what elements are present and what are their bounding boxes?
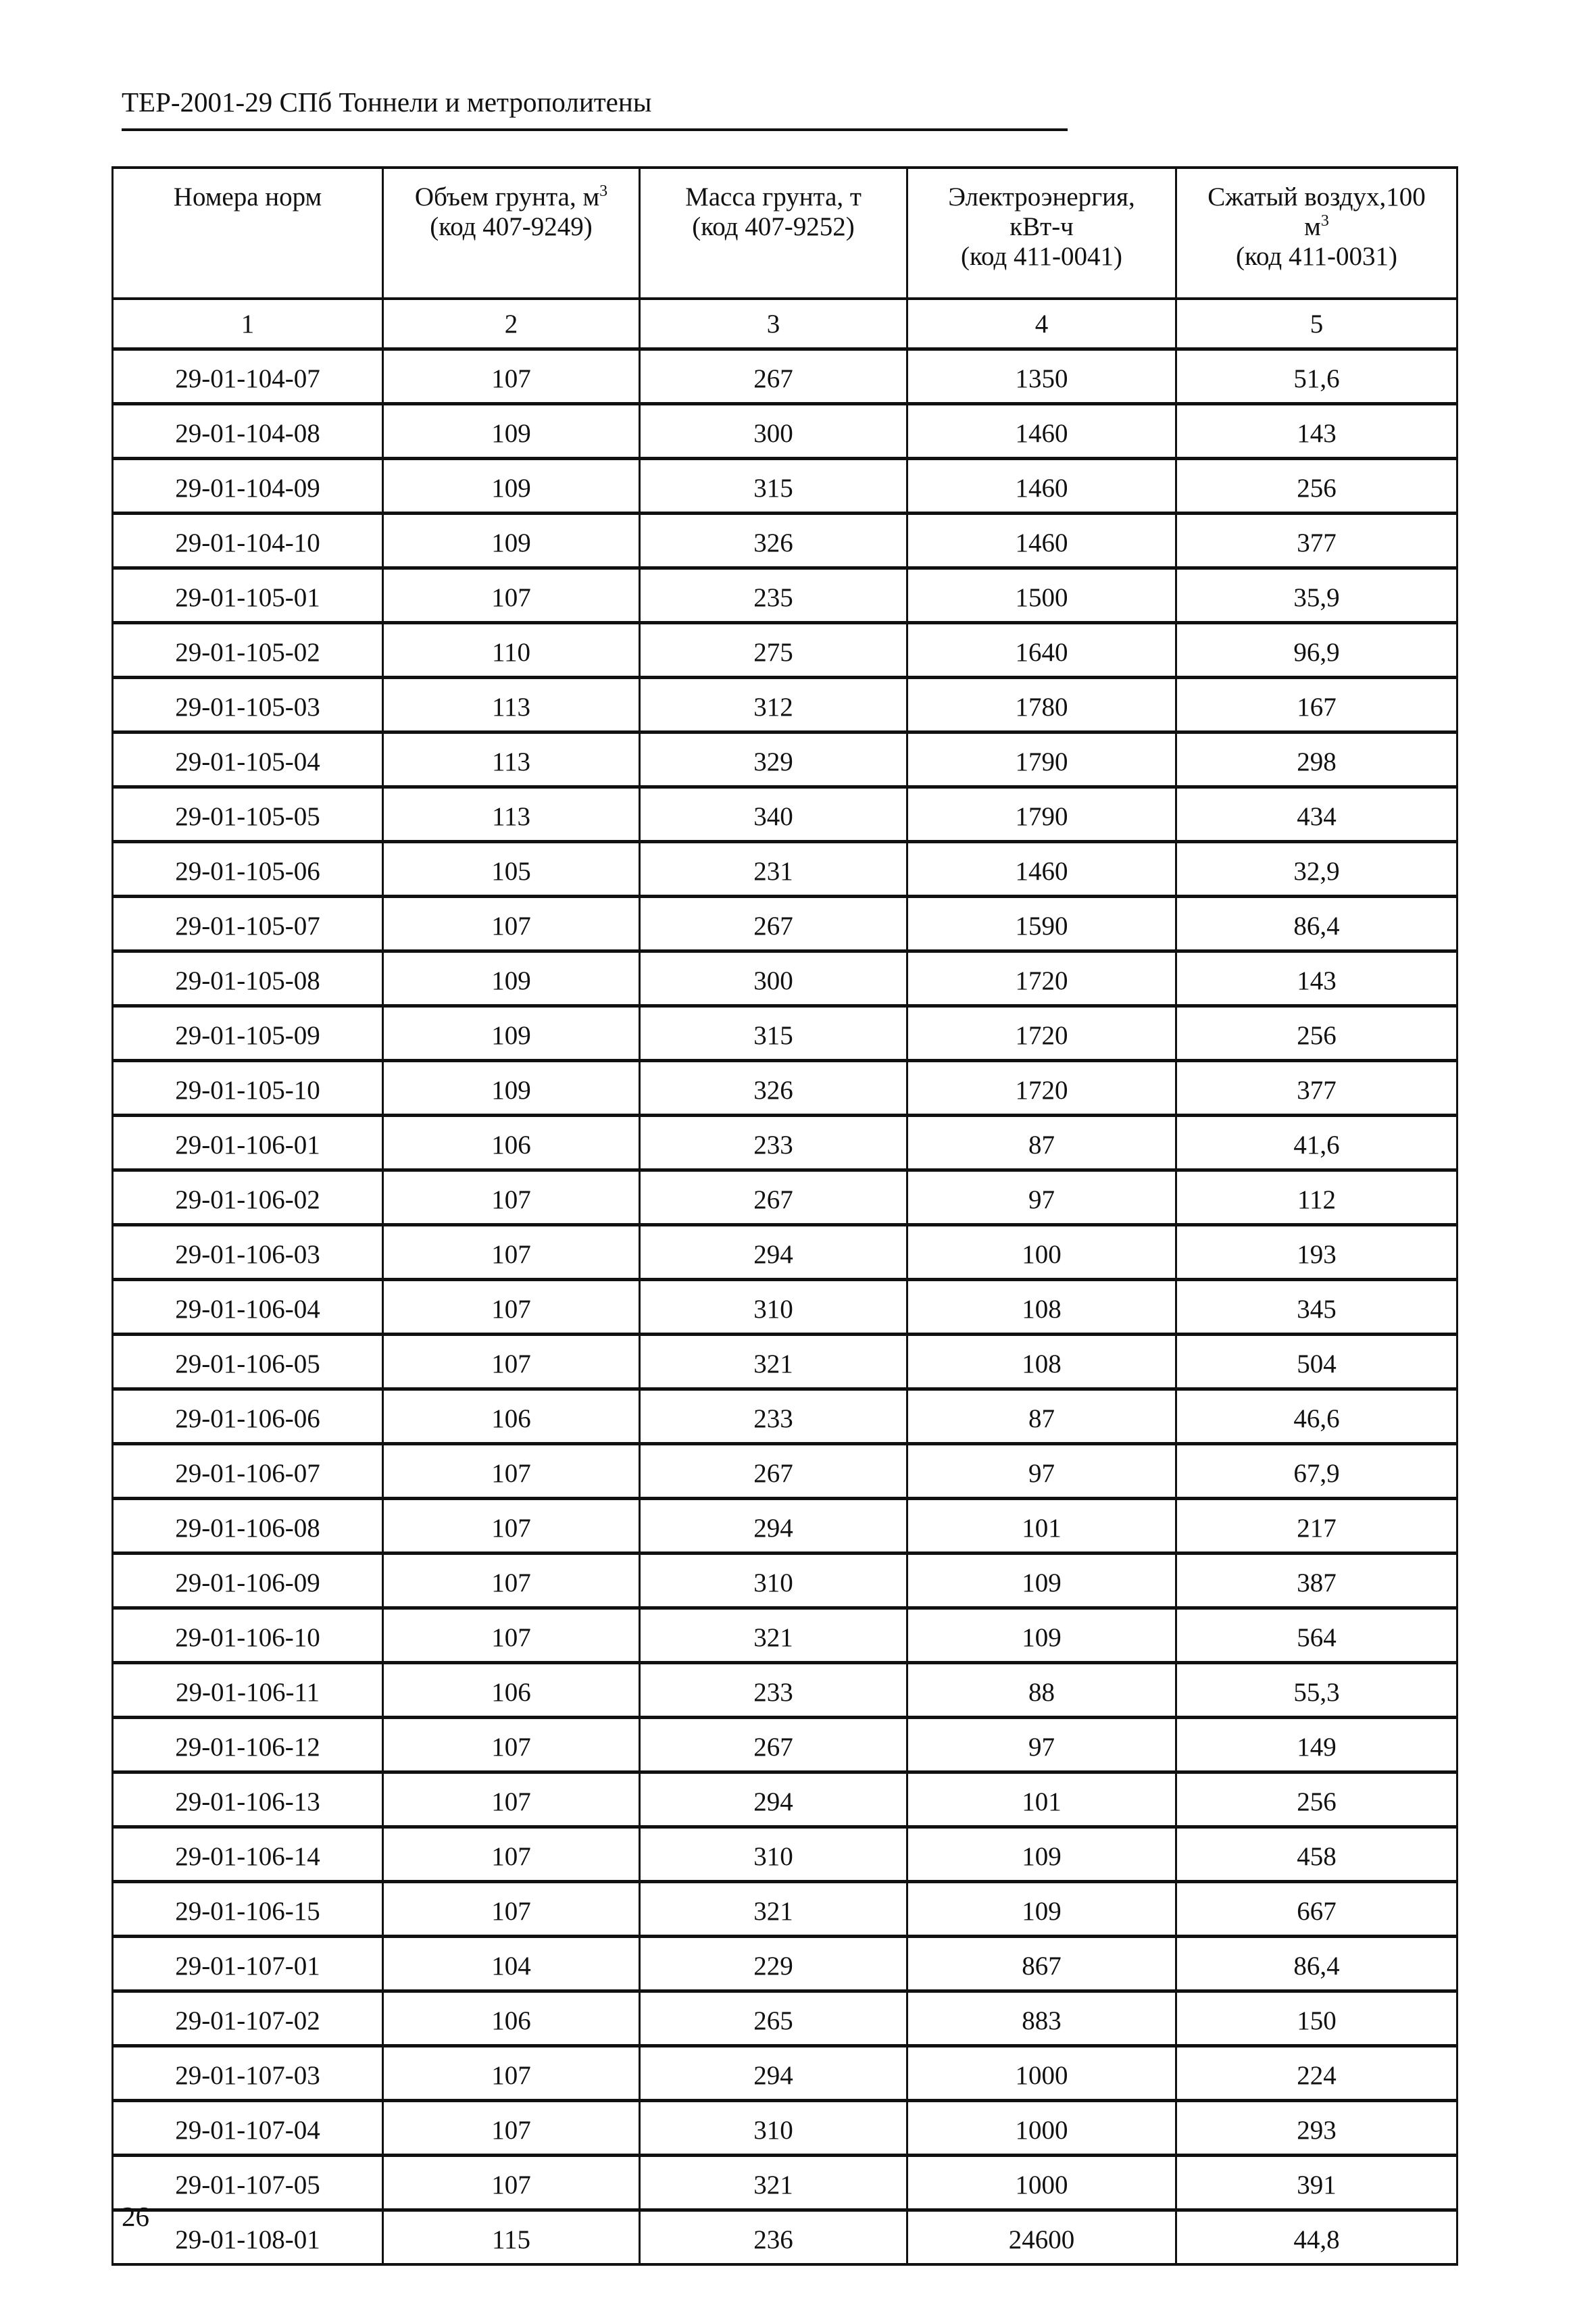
soil-volume-cell: 107 <box>383 1225 640 1280</box>
electricity-cell: 1780 <box>907 678 1176 733</box>
electricity-cell: 1000 <box>907 2156 1176 2210</box>
compressed-air-cell: 67,9 <box>1176 1444 1457 1499</box>
soil-mass-cell: 300 <box>640 404 907 459</box>
electricity-cell: 100 <box>907 1225 1176 1280</box>
norm-number-cell: 29-01-106-03 <box>113 1225 383 1280</box>
electricity-cell: 109 <box>907 1554 1176 1608</box>
compressed-air-cell: 112 <box>1176 1170 1457 1225</box>
compressed-air-cell: 32,9 <box>1176 842 1457 897</box>
soil-volume-cell: 107 <box>383 1718 640 1772</box>
norm-number-cell: 29-01-107-01 <box>113 1937 383 1991</box>
soil-mass-cell: 294 <box>640 1772 907 1827</box>
column-number: 3 <box>640 299 907 349</box>
soil-mass-cell: 267 <box>640 349 907 404</box>
norm-number-cell: 29-01-105-04 <box>113 733 383 787</box>
electricity-cell: 1000 <box>907 2101 1176 2156</box>
norm-number-cell: 29-01-106-04 <box>113 1280 383 1335</box>
norm-number-cell: 29-01-105-09 <box>113 1006 383 1061</box>
table-row <box>113 1608 1457 1663</box>
soil-volume-cell: 106 <box>383 1116 640 1170</box>
norm-number-cell: 29-01-106-01 <box>113 1116 383 1170</box>
compressed-air-cell: 217 <box>1176 1499 1457 1554</box>
soil-volume-cell: 107 <box>383 1170 640 1225</box>
table-row <box>113 568 1457 623</box>
soil-mass-cell: 267 <box>640 1718 907 1772</box>
column-number: 1 <box>113 299 383 349</box>
table-row <box>113 1061 1457 1116</box>
compressed-air-cell: 667 <box>1176 1882 1457 1937</box>
soil-volume-cell: 106 <box>383 1663 640 1718</box>
electricity-cell: 1640 <box>907 623 1176 678</box>
soil-volume-cell: 107 <box>383 349 640 404</box>
soil-volume-cell: 107 <box>383 1554 640 1608</box>
page-number: 26 <box>122 2201 149 2232</box>
soil-volume-cell: 106 <box>383 1991 640 2046</box>
norm-number-cell: 29-01-106-06 <box>113 1389 383 1444</box>
soil-mass-cell: 329 <box>640 733 907 787</box>
table-row <box>113 678 1457 733</box>
soil-mass-cell: 321 <box>640 2156 907 2210</box>
table-row <box>113 1170 1457 1225</box>
norm-number-cell: 29-01-105-05 <box>113 787 383 842</box>
table-row <box>113 2101 1457 2156</box>
compressed-air-cell: 391 <box>1176 2156 1457 2210</box>
soil-volume-cell: 107 <box>383 1827 640 1882</box>
compressed-air-cell: 298 <box>1176 733 1457 787</box>
compressed-air-cell: 150 <box>1176 1991 1457 2046</box>
norm-number-cell: 29-01-106-07 <box>113 1444 383 1499</box>
norm-number-cell: 29-01-106-13 <box>113 1772 383 1827</box>
table-row <box>113 787 1457 842</box>
soil-volume-cell: 106 <box>383 1389 640 1444</box>
table-row <box>113 1772 1457 1827</box>
soil-volume-cell: 109 <box>383 1061 640 1116</box>
norm-number-cell: 29-01-105-02 <box>113 623 383 678</box>
compressed-air-cell: 193 <box>1176 1225 1457 1280</box>
table-row <box>113 1389 1457 1444</box>
electricity-cell: 97 <box>907 1170 1176 1225</box>
soil-mass-cell: 321 <box>640 1335 907 1389</box>
table-row <box>113 1225 1457 1280</box>
electricity-cell: 101 <box>907 1499 1176 1554</box>
soil-volume-cell: 107 <box>383 897 640 951</box>
electricity-cell: 108 <box>907 1280 1176 1335</box>
compressed-air-cell: 46,6 <box>1176 1389 1457 1444</box>
electricity-cell: 108 <box>907 1335 1176 1389</box>
soil-volume-cell: 109 <box>383 1006 640 1061</box>
electricity-cell: 1000 <box>907 2046 1176 2101</box>
column-number: 5 <box>1176 299 1457 349</box>
electricity-cell: 97 <box>907 1718 1176 1772</box>
electricity-cell: 1460 <box>907 459 1176 514</box>
compressed-air-cell: 434 <box>1176 787 1457 842</box>
electricity-cell: 101 <box>907 1772 1176 1827</box>
norm-number-cell: 29-01-106-10 <box>113 1608 383 1663</box>
norm-number-cell: 29-01-107-03 <box>113 2046 383 2101</box>
compressed-air-cell: 41,6 <box>1176 1116 1457 1170</box>
soil-volume-cell: 107 <box>383 1772 640 1827</box>
table-row <box>113 459 1457 514</box>
compressed-air-cell: 51,6 <box>1176 349 1457 404</box>
electricity-cell: 1720 <box>907 1061 1176 1116</box>
electricity-cell: 1790 <box>907 733 1176 787</box>
compressed-air-cell: 345 <box>1176 1280 1457 1335</box>
table-row <box>113 514 1457 568</box>
soil-volume-cell: 105 <box>383 842 640 897</box>
compressed-air-cell: 44,8 <box>1176 2210 1457 2265</box>
soil-volume-cell: 104 <box>383 1937 640 1991</box>
electricity-cell: 87 <box>907 1389 1176 1444</box>
norm-number-cell: 29-01-106-14 <box>113 1827 383 1882</box>
table-row <box>113 1280 1457 1335</box>
norm-number-cell: 29-01-105-03 <box>113 678 383 733</box>
soil-mass-cell: 233 <box>640 1116 907 1170</box>
soil-volume-cell: 107 <box>383 2046 640 2101</box>
table-body <box>113 349 1457 2265</box>
table-row <box>113 733 1457 787</box>
soil-mass-cell: 312 <box>640 678 907 733</box>
soil-volume-cell: 107 <box>383 1608 640 1663</box>
electricity-cell: 1720 <box>907 951 1176 1006</box>
soil-mass-cell: 267 <box>640 897 907 951</box>
header-norm-numbers: Номера норм <box>113 168 383 299</box>
soil-mass-cell: 300 <box>640 951 907 1006</box>
column-number: 2 <box>383 299 640 349</box>
norm-number-cell: 29-01-107-02 <box>113 1991 383 2046</box>
soil-volume-cell: 107 <box>383 1444 640 1499</box>
table-row <box>113 2046 1457 2101</box>
table-row <box>113 842 1457 897</box>
electricity-cell: 109 <box>907 1608 1176 1663</box>
header-row <box>113 168 1457 299</box>
norm-number-cell: 29-01-107-04 <box>113 2101 383 2156</box>
compressed-air-cell: 35,9 <box>1176 568 1457 623</box>
soil-volume-cell: 109 <box>383 514 640 568</box>
table-row <box>113 1937 1457 1991</box>
electricity-cell: 109 <box>907 1827 1176 1882</box>
norm-number-cell: 29-01-105-08 <box>113 951 383 1006</box>
header-electricity: Электроэнергия, кВт-ч (код 411-0041) <box>907 168 1176 299</box>
electricity-cell: 87 <box>907 1116 1176 1170</box>
soil-volume-cell: 107 <box>383 2101 640 2156</box>
soil-mass-cell: 315 <box>640 459 907 514</box>
soil-mass-cell: 310 <box>640 1554 907 1608</box>
table-row <box>113 1335 1457 1389</box>
soil-mass-cell: 267 <box>640 1170 907 1225</box>
electricity-cell: 109 <box>907 1882 1176 1937</box>
norm-number-cell: 29-01-106-09 <box>113 1554 383 1608</box>
norm-number-cell: 29-01-105-07 <box>113 897 383 951</box>
soil-volume-cell: 109 <box>383 951 640 1006</box>
soil-volume-cell: 107 <box>383 1499 640 1554</box>
soil-mass-cell: 235 <box>640 568 907 623</box>
soil-mass-cell: 233 <box>640 1663 907 1718</box>
norm-number-cell: 29-01-105-10 <box>113 1061 383 1116</box>
compressed-air-cell: 143 <box>1176 404 1457 459</box>
soil-mass-cell: 294 <box>640 1499 907 1554</box>
norm-number-cell: 29-01-104-07 <box>113 349 383 404</box>
compressed-air-cell: 96,9 <box>1176 623 1457 678</box>
electricity-cell: 1790 <box>907 787 1176 842</box>
header-soil-volume: Объем грунта, $м^3$ (код 407-9249) <box>383 168 640 299</box>
soil-mass-cell: 233 <box>640 1389 907 1444</box>
soil-volume-cell: 107 <box>383 2156 640 2210</box>
norm-number-cell: 29-01-106-12 <box>113 1718 383 1772</box>
table-row <box>113 951 1457 1006</box>
header-rule <box>122 128 1068 131</box>
compressed-air-cell: 256 <box>1176 1772 1457 1827</box>
norm-number-cell: 29-01-106-15 <box>113 1882 383 1937</box>
soil-volume-cell: 107 <box>383 568 640 623</box>
norm-number-cell: 29-01-108-01 <box>113 2210 383 2265</box>
soil-mass-cell: 267 <box>640 1444 907 1499</box>
norm-number-cell: 29-01-104-08 <box>113 404 383 459</box>
column-number: 4 <box>907 299 1176 349</box>
norms-table <box>111 166 1458 2266</box>
norm-number-cell: 29-01-105-01 <box>113 568 383 623</box>
table-row <box>113 623 1457 678</box>
soil-volume-cell: 115 <box>383 2210 640 2265</box>
soil-mass-cell: 275 <box>640 623 907 678</box>
soil-mass-cell: 310 <box>640 1280 907 1335</box>
compressed-air-cell: 377 <box>1176 1061 1457 1116</box>
electricity-cell: 1500 <box>907 568 1176 623</box>
compressed-air-cell: 504 <box>1176 1335 1457 1389</box>
soil-mass-cell: 340 <box>640 787 907 842</box>
norm-number-cell: 29-01-106-08 <box>113 1499 383 1554</box>
electricity-cell: 1590 <box>907 897 1176 951</box>
table-row <box>113 1991 1457 2046</box>
electricity-cell: 1460 <box>907 404 1176 459</box>
table-row <box>113 1882 1457 1937</box>
table-row <box>113 1006 1457 1061</box>
soil-volume-cell: 113 <box>383 787 640 842</box>
soil-volume-cell: 113 <box>383 733 640 787</box>
table-row <box>113 349 1457 404</box>
soil-volume-cell: 109 <box>383 459 640 514</box>
compressed-air-cell: 256 <box>1176 1006 1457 1061</box>
table-row <box>113 2156 1457 2210</box>
header-soil-mass: Масса грунта, т (код 407-9252) <box>640 168 907 299</box>
compressed-air-cell: 564 <box>1176 1608 1457 1663</box>
soil-mass-cell: 294 <box>640 1225 907 1280</box>
norm-number-cell: 29-01-107-05 <box>113 2156 383 2210</box>
soil-volume-cell: 107 <box>383 1280 640 1335</box>
electricity-cell: 1460 <box>907 842 1176 897</box>
soil-volume-cell: 107 <box>383 1882 640 1937</box>
table-row <box>113 1116 1457 1170</box>
norm-number-cell: 29-01-104-09 <box>113 459 383 514</box>
soil-volume-cell: 107 <box>383 1335 640 1389</box>
compressed-air-cell: 387 <box>1176 1554 1457 1608</box>
soil-mass-cell: 315 <box>640 1006 907 1061</box>
soil-mass-cell: 321 <box>640 1882 907 1937</box>
table-row <box>113 404 1457 459</box>
compressed-air-cell: 149 <box>1176 1718 1457 1772</box>
norm-number-cell: 29-01-106-05 <box>113 1335 383 1389</box>
electricity-cell: 1350 <box>907 349 1176 404</box>
table-row <box>113 1554 1457 1608</box>
electricity-cell: 24600 <box>907 2210 1176 2265</box>
soil-mass-cell: 321 <box>640 1608 907 1663</box>
table-row <box>113 1444 1457 1499</box>
soil-mass-cell: 326 <box>640 514 907 568</box>
electricity-cell: 1460 <box>907 514 1176 568</box>
header-compressed-air: Сжатый воздух,100 $м^3$ (код 411-0031) <box>1176 168 1457 299</box>
column-number-row <box>113 299 1457 349</box>
soil-mass-cell: 310 <box>640 1827 907 1882</box>
soil-volume-cell: 113 <box>383 678 640 733</box>
table-row <box>113 1827 1457 1882</box>
electricity-cell: 867 <box>907 1937 1176 1991</box>
compressed-air-cell: 458 <box>1176 1827 1457 1882</box>
table-row <box>113 1663 1457 1718</box>
soil-mass-cell: 294 <box>640 2046 907 2101</box>
compressed-air-cell: 86,4 <box>1176 897 1457 951</box>
compressed-air-cell: 377 <box>1176 514 1457 568</box>
norm-number-cell: 29-01-104-10 <box>113 514 383 568</box>
compressed-air-cell: 224 <box>1176 2046 1457 2101</box>
compressed-air-cell: 143 <box>1176 951 1457 1006</box>
soil-mass-cell: 326 <box>640 1061 907 1116</box>
compressed-air-cell: 167 <box>1176 678 1457 733</box>
soil-mass-cell: 236 <box>640 2210 907 2265</box>
electricity-cell: 97 <box>907 1444 1176 1499</box>
compressed-air-cell: 256 <box>1176 459 1457 514</box>
compressed-air-cell: 293 <box>1176 2101 1457 2156</box>
soil-volume-cell: 110 <box>383 623 640 678</box>
document-header: ТЕР-2001-29 СПб Тоннели и метрополитены <box>122 86 652 118</box>
soil-mass-cell: 231 <box>640 842 907 897</box>
norm-number-cell: 29-01-105-06 <box>113 842 383 897</box>
soil-mass-cell: 229 <box>640 1937 907 1991</box>
table-row <box>113 897 1457 951</box>
electricity-cell: 1720 <box>907 1006 1176 1061</box>
soil-mass-cell: 310 <box>640 2101 907 2156</box>
soil-volume-cell: 109 <box>383 404 640 459</box>
table-row <box>113 2210 1457 2265</box>
norm-number-cell: 29-01-106-11 <box>113 1663 383 1718</box>
table-row <box>113 1718 1457 1772</box>
electricity-cell: 88 <box>907 1663 1176 1718</box>
electricity-cell: 883 <box>907 1991 1176 2046</box>
norm-number-cell: 29-01-106-02 <box>113 1170 383 1225</box>
soil-mass-cell: 265 <box>640 1991 907 2046</box>
compressed-air-cell: 86,4 <box>1176 1937 1457 1991</box>
compressed-air-cell: 55,3 <box>1176 1663 1457 1718</box>
table-row <box>113 1499 1457 1554</box>
